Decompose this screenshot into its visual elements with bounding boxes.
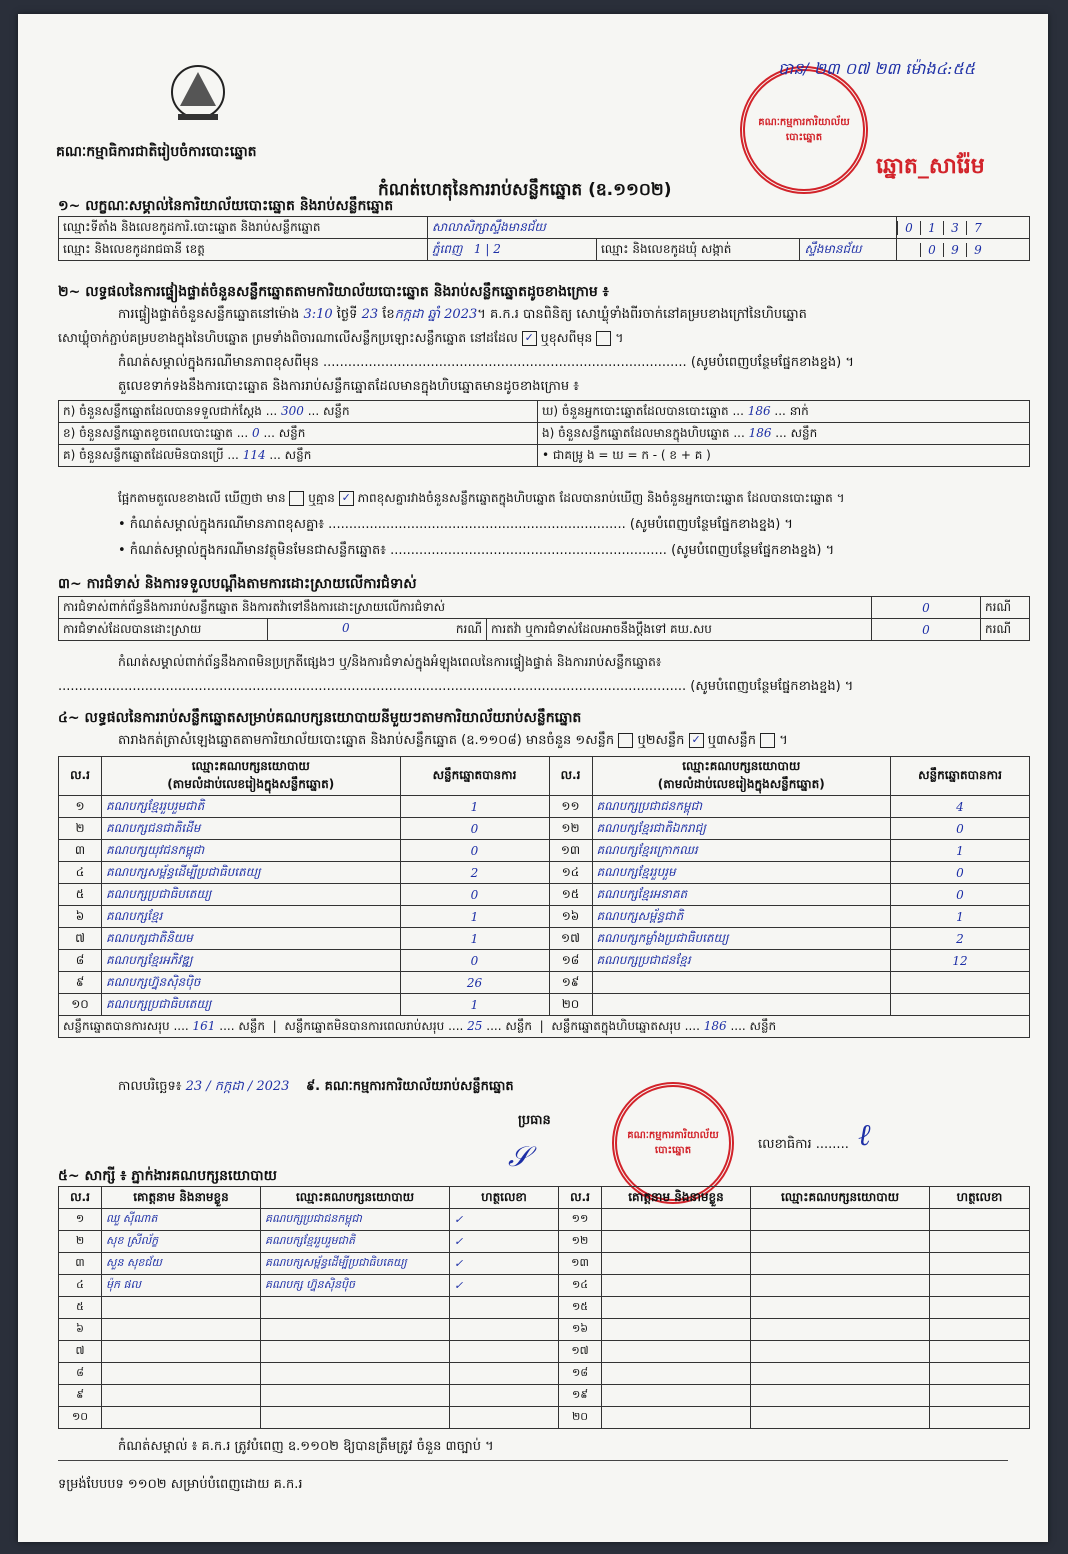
witness-party [751,1209,930,1231]
party-no: ៧ [59,928,102,950]
party-votes: 1 [400,906,549,928]
president-label: ប្រធាន [518,1113,551,1128]
w-col-no-right: ល.រ [559,1187,602,1209]
witness-no: ១១ [559,1209,602,1231]
bullet-difference: • កំណត់សម្គាល់ក្នុងករណីមានភាពខុសគ្នា៖ ........................................................................ (សូមបំពេញបន្ថែមផ្នែកខាងខ្នង) ។ [118,517,793,532]
difference-note-line: កំណត់សម្គាល់ក្នុងករណីមានភាពខុសពីមុន ........................................................................................ (សូមបំពេញបន្ថែមផ្នែកខាងខ្នង) ។ [118,355,854,370]
party-no: ៩ [59,972,102,994]
official-stamp-bottom: គណៈកម្មការការិយាល័យបោះឆ្នោត [612,1082,734,1204]
party-name: គណបក្សខ្មែររួបរួម [592,862,891,884]
witness-party [261,1319,450,1341]
party-votes: 0 [400,950,549,972]
party-no: ១២ [549,818,592,840]
party-votes: 1 [891,906,1030,928]
witness-signature [450,1363,559,1385]
w-col-name-right: គោត្តនាម និងនាមខ្លួន [602,1187,751,1209]
witness-party [751,1253,930,1275]
witness-party: គណបក្សប្រជាជនកម្ពុជា [261,1209,450,1231]
province-value: ភ្នំពេញ 1 | 2 [428,239,597,261]
w-col-party: ឈ្មោះគណបក្សនយោបាយ [261,1187,450,1209]
party-name: គណបក្សហ្វ៊ុនស៊ិនប៉ិច [102,972,401,994]
witness-signature [930,1385,1030,1407]
party-name: គណបក្សកម្លាំងប្រជាធិបតេយ្យ [592,928,891,950]
irregularity-note: កំណត់សម្គាល់ពាក់ព័ន្ធនឹងភាពមិនប្រក្រតីផ្សេងៗ ឬ/និងការជំទាស់ក្នុងអំឡុងពេលនៃការផ្ទៀងផ្ទាត់ និងការរាប់សន្លឹកឆ្នោត៖ [118,654,662,669]
table-row [59,1319,1030,1341]
appeal-label: ការតវ៉ា ឬការជំទាស់ដែលអាចនឹងប្តឹងទៅ គឃ.សប [487,619,872,641]
witness-no: ១២ [559,1231,602,1253]
section-1-heading: ១~ លក្ខណៈសម្គាល់នៃការិយាល័យបោះឆ្នោត និងរាប់សន្លឹកឆ្នោត [58,198,394,214]
table-row [59,1275,1030,1297]
party-votes: 0 [891,884,1030,906]
witness-table [58,1186,1030,1429]
party-name [592,972,891,994]
party-results-table [58,756,1030,1038]
complaints-label: ការជំទាស់ពាក់ព័ន្ធនឹងការរាប់សន្លឹកឆ្នោត និងការតវ៉ាទៅនឹងការដោះស្រាយលើការជំទាស់ [59,597,872,619]
party-votes: 2 [400,862,549,884]
witness-no: ៣ [59,1253,102,1275]
witness-party: គណបក្ស ហ្វ៊ុនស៊ិនប៉ិច [261,1275,450,1297]
witness-no: ១៧ [559,1341,602,1363]
party-name: គណបក្សយុវជនកម្ពុជា [102,840,401,862]
col-votes-right: សន្លឹកឆ្នោតបានការ [891,757,1030,796]
party-votes: 1 [400,928,549,950]
witness-name [602,1209,751,1231]
witness-name [102,1363,261,1385]
party-name: គណបក្សប្រជាជនខ្មែរ [592,950,891,972]
witness-signature [450,1407,559,1429]
witness-no: ១០ [59,1407,102,1429]
w-col-sig-right: ហត្ថលេខា [930,1187,1030,1209]
witness-party [751,1407,930,1429]
witness-name [602,1319,751,1341]
party-no: ៨ [59,950,102,972]
unused-ballots: គ) ចំនួនសន្លឹកឆ្នោតដែលមិនបានប្រើ ... 114 ... សន្លឹក [59,445,538,467]
witness-no: ១៦ [559,1319,602,1341]
witness-party [751,1231,930,1253]
party-votes: 0 [891,818,1030,840]
col-no-right: ល.រ [549,757,592,796]
witness-no: ១៩ [559,1385,602,1407]
two-sheet-checkbox[interactable]: ✓ [689,733,704,748]
same-checkbox[interactable]: ✓ [522,331,537,346]
irregularity-note-fill: ........................................................................................................................................................ (សូមបំពេញបន្ថែមផ្នែកខាងខ្នង) ។ [58,679,854,694]
party-votes: 4 [891,796,1030,818]
tally-sheet-line: តារាងកត់ត្រាសំឡេងឆ្នោតតាមការិយាល័យបោះឆ្នោត និងរាប់សន្លឹកឆ្នោត (ឧ.១១០៨) មានចំនួន ១សន្លឹក ឬ២សន្លឹក ✓ ឬ៣សន្លឹក ។ [118,733,788,748]
col-party-right: ឈ្មោះគណបក្សនយោបាយ (តាមលំដាប់លេខរៀងក្នុងសន្លឹកឆ្នោត) [592,757,891,796]
difference-line: ផ្អែកតាមតួលេខខាងលើ ឃើញថា មាន ឬគ្មាន ✓ ភាពខុសគ្នារវាងចំនួនសន្លឹកឆ្នោតក្នុងហិបឆ្នោត ដែលបានរាប់ឃើញ និងចំនួនអ្នកបោះឆ្នោត ដែលបានបោះឆ្នោត ។ [118,491,845,505]
figures-table [58,400,1030,467]
witness-signature [450,1385,559,1407]
witness-no: ៥ [59,1297,102,1319]
witness-no: ៩ [59,1385,102,1407]
table-row [59,906,1030,928]
witness-name [602,1253,751,1275]
party-name: គណបក្សសម្ព័ន្ធដើម្បីប្រជាធិបតេយ្យ [102,862,401,884]
witness-name [602,1297,751,1319]
party-votes: 0 [400,840,549,862]
witness-no: ២ [59,1231,102,1253]
bullet-foreign-object: • កំណត់សម្គាល់ក្នុងករណីមានវត្ថុមិនមែនជាសន្លឹកឆ្នោត៖ ................................................................... (សូមបំពេញបន្ថែមផ្នែកខាងខ្នង) ។ [118,543,835,558]
party-votes: 1 [400,796,549,818]
stamp-label: ឆ្នោត_សារ៉ែម [876,154,985,179]
witness-party [261,1341,450,1363]
w-col-no: ល.រ [59,1187,102,1209]
witness-name [602,1363,751,1385]
witness-party [751,1297,930,1319]
table-row [59,1341,1030,1363]
witness-signature [930,1319,1030,1341]
party-name: គណបក្សជនជាតិដើម [102,818,401,840]
witness-name: ឈួ ស៊ីណាត [102,1209,261,1231]
witness-party [751,1341,930,1363]
party-name: គណបក្សសម្ព័ន្ធជាតិ [592,906,891,928]
party-no: ១ [59,796,102,818]
party-name: គណបក្សខ្មែររួបរួមជាតិ [102,796,401,818]
witness-party [261,1385,450,1407]
witness-no: ១៥ [559,1297,602,1319]
province-label: ឈ្មោះ និងលេខកូដរាជធានី ខេត្ត [59,239,428,261]
official-stamp-top: គណៈកម្មការការិយាល័យបោះឆ្នោត [740,66,868,194]
secretary-signature: ℓ [858,1118,871,1153]
witness-party [261,1297,450,1319]
witness-signature [930,1407,1030,1429]
table-row [59,1297,1030,1319]
witness-party [751,1385,930,1407]
party-no: ១៩ [549,972,592,994]
page-title: កំណត់ហេតុនៃការរាប់សន្លឹកឆ្នោត (ឧ.១១០២) [378,180,672,200]
spoiled-ballots: ខ) ចំនួនសន្លឹកឆ្នោតខូចពេលបោះឆ្នោត ... 0 ... សន្លឹក [59,423,538,445]
complaints-value: 0 [872,597,981,619]
party-no: ១៥ [549,884,592,906]
witness-name [102,1407,261,1429]
section-5-heading: ៥~ សាក្សី ៖ ភ្នាក់ងារគណបក្សនយោបាយ [58,1168,277,1184]
witness-name: សុខ ស្រីល័ក្ខ [102,1231,261,1253]
party-votes: 2 [891,928,1030,950]
party-no: ១១ [549,796,592,818]
party-no: ២ [59,818,102,840]
table-row [59,1253,1030,1275]
party-no: ១០ [59,994,102,1016]
witness-signature [930,1231,1030,1253]
commune-code: 0 9 9 [897,239,1030,261]
witness-no: ១៣ [559,1253,602,1275]
one-sheet-checkbox[interactable] [618,733,633,748]
commune-value: ស្ទឹងមានជ័យ [800,239,897,261]
verification-line: ការផ្ទៀងផ្ទាត់ចំនួនសន្លឹកឆ្នោតនៅម៉ោង 3:10 ថ្ងៃទី 23 ខែកក្កដា ឆ្នាំ 2023។ គ.ក.រ បានពិនិត្យ សោឃ្លុំទាំងពីរចាក់នៅគម្របខាងក្រៅនៃហិបឆ្នោត [118,307,807,322]
appeal-unit: ករណី [981,619,1030,641]
witness-signature [930,1341,1030,1363]
witness-name [102,1385,261,1407]
party-no: ៤ [59,862,102,884]
footer-note: កំណត់សម្គាល់ ៖ គ.ក.រ ត្រូវបំពេញ ឧ.១១០២ ឱ្យបានត្រឹមត្រូវ ចំនួន ៣ច្បាប់ ។ [118,1439,494,1454]
party-name: គណបក្សខ្មែរអនាគត [592,884,891,906]
party-no: ១៦ [549,906,592,928]
party-no: ១៧ [549,928,592,950]
witness-signature [930,1297,1030,1319]
station-code: 0 1 3 7 [897,217,1030,239]
witness-signature: ✓ [450,1253,559,1275]
footer-divider [58,1460,1008,1461]
party-votes: 0 [400,818,549,840]
party-name: គណបក្សខ្មែរអភិវឌ្ឍ [102,950,401,972]
section-2-heading: ២~ លទ្ធផលនៃការផ្ទៀងផ្ទាត់ចំនួនសន្លឹកឆ្នោតតាមការិយាល័យបោះឆ្នោត និងរាប់សន្លឹកឆ្នោតដូចខាងក្រោម ៖ [58,284,609,300]
witness-name [602,1385,751,1407]
w-col-party-right: ឈ្មោះគណបក្សនយោបាយ [751,1187,930,1209]
witness-no: ៤ [59,1275,102,1297]
party-votes: 1 [891,840,1030,862]
table-row [59,950,1030,972]
witness-signature [930,1209,1030,1231]
witness-party [751,1275,930,1297]
witness-no: ៧ [59,1341,102,1363]
ballot-count-report [18,14,1048,1542]
party-votes: 26 [400,972,549,994]
party-name: គណបក្សប្រជាធិបតេយ្យ [102,994,401,1016]
witness-name [102,1319,261,1341]
has-difference-checkbox[interactable] [289,491,304,506]
table-row [59,1231,1030,1253]
party-votes: 12 [891,950,1030,972]
witness-signature: ✓ [450,1231,559,1253]
president-signature: 𝒮 [508,1140,530,1173]
witness-no: ១ [59,1209,102,1231]
party-name: គណបក្សខ្មែរ [102,906,401,928]
party-name: គណបក្សប្រជាជនកម្ពុជា [592,796,891,818]
witness-name: ម៉ុក ផល [102,1275,261,1297]
different-checkbox[interactable] [596,331,611,346]
col-votes: សន្លឹកឆ្នោតបានការ [400,757,549,796]
formula: • ជាគម្រូ ង = ឃ = ក - ( ខ + គ ) [538,445,1030,467]
witness-no: ៦ [59,1319,102,1341]
section-4-heading: ៤~ លទ្ធផលនៃការរាប់សន្លឹកឆ្នោតសម្រាប់គណបក្សនយោបាយនីមួយៗតាមការិយាល័យរាប់សន្លឹកឆ្នោត [58,710,582,726]
col-party: ឈ្មោះគណបក្សនយោបាយ (តាមលំដាប់លេខរៀងក្នុងសន្លឹកឆ្នោត) [102,757,401,796]
party-votes: 0 [400,884,549,906]
totals-row: សន្លឹកឆ្នោតបានការសរុប .... 161 .... សន្លឹក | សន្លឹកឆ្នោតមិនបានការពេលរាប់សរុប .... 25 .... សន្លឹក | សន្លឹកឆ្នោតក្នុងហិបឆ្នោតសរុប .... 186 .... សន្លឹក [59,1016,1030,1038]
table-row [59,972,1030,994]
party-no: ២០ [549,994,592,1016]
witness-party: គណបក្សសម្ព័ន្ធដើម្បីប្រជាធិបតេយ្យ [261,1253,450,1275]
form-label: ទម្រង់បែបបទ ១១០២ សម្រាប់បំពេញដោយ គ.ក.រ [58,1477,303,1492]
party-name: គណបក្សខ្មែរក្រោកឈរ [592,840,891,862]
table-row [59,1385,1030,1407]
station-name-value: សាលាសិក្សាស្ទឹងមានជ័យ [428,217,897,239]
resolved-label: ការជំទាស់ដែលបានដោះស្រាយ [59,619,268,641]
witness-signature [930,1275,1030,1297]
party-name [592,994,891,1016]
witness-party [751,1363,930,1385]
ballots-in-box: ង) ចំនួនសន្លឹកឆ្នោតដែលមានក្នុងហិបឆ្នោត ... 186 ... សន្លឹក [538,423,1030,445]
section-3-heading: ៣~ ការជំទាស់ និងការទទួលបណ្តឹងតាមការដោះស្រាយលើការជំទាស់ [58,576,417,592]
witness-signature: ✓ [450,1275,559,1297]
verification-line-2: សោឃ្លុំចាក់ភ្ជាប់គម្របខាងក្នុងនៃហិបឆ្នោត ព្រមទាំងពិចារណាលើសន្លឹកប្រឡោះសន្លឹកឆ្នោត នៅដដែល ✓ ឬខុសពីមុន ។ [58,330,624,345]
table-row [59,1209,1030,1231]
table-row [59,994,1030,1016]
table-row [59,796,1030,818]
party-votes: 1 [400,994,549,1016]
witness-no: ១៤ [559,1275,602,1297]
party-name: គណបក្សជាតិនិយម [102,928,401,950]
witness-signature [930,1253,1030,1275]
party-no: ១៣ [549,840,592,862]
witness-no: ២០ [559,1407,602,1429]
table-row [59,840,1030,862]
station-name-label: ឈ្មោះទីតាំង និងលេខកូដការិ.បោះឆ្នោត និងរាប់សន្លឹកឆ្នោត [59,217,428,239]
witness-signature [450,1297,559,1319]
commune-label: ឈ្មោះ និងលេខកូដឃុំ សង្កាត់ [597,239,800,261]
witness-party [261,1363,450,1385]
party-no: ៣ [59,840,102,862]
witness-signature [450,1319,559,1341]
voters-count: ឃ) ចំនួនអ្នកបោះឆ្នោតដែលបានបោះឆ្នោត ... 186 ... នាក់ [538,401,1030,423]
witness-name [602,1407,751,1429]
witness-no: ១៨ [559,1363,602,1385]
party-no: ១៨ [549,950,592,972]
witness-name [102,1341,261,1363]
table-row [59,884,1030,906]
secretary-label: លេខាធិការ ........ [758,1137,849,1152]
party-votes: 0 [891,862,1030,884]
witness-name [602,1275,751,1297]
party-no: ៥ [59,884,102,906]
witness-name [602,1231,751,1253]
table-row [59,818,1030,840]
party-name: គណបក្សខ្មែរជាតិឯករាជ្យ [592,818,891,840]
three-sheet-checkbox[interactable] [760,733,775,748]
witness-party [751,1319,930,1341]
witness-party [261,1407,450,1429]
appeal-value: 0 [872,619,981,641]
committee-name: គណៈកម្មាធិការជាតិរៀបចំការបោះឆ្នោត [56,144,257,160]
witness-name: សួន សុខជ័យ [102,1253,261,1275]
witness-name [102,1297,261,1319]
col-no: ល.រ [59,757,102,796]
station-info-table [58,216,1030,261]
received-ballots: ក) ចំនួនសន្លឹកឆ្នោតដែលបានទទួលជាក់ស្តែង ... 300 ... សន្លឹក [59,401,538,423]
stamp-received-note: បាន/ ២៣ ០៧ ២៣ ម៉ោង៤:៥៥ [778,59,975,78]
witness-signature [450,1341,559,1363]
party-no: ១៤ [549,862,592,884]
party-votes [891,994,1030,1016]
table-row [59,1407,1030,1429]
nec-emblem-icon [158,62,238,128]
table-row [59,862,1030,884]
complaints-unit: ករណី [981,597,1030,619]
party-votes [891,972,1030,994]
date-line: កាលបរិច្ឆេទ៖ 23 / កក្កដា / 2023 ៩. គណៈកម្មការការិយាល័យរាប់សន្លឹកឆ្នោត [118,1079,514,1094]
witness-name [602,1341,751,1363]
table-row [59,928,1030,950]
witness-signature [930,1363,1030,1385]
witness-signature: ✓ [450,1209,559,1231]
w-col-sig: ហត្ថលេខា [450,1187,559,1209]
party-name: គណបក្សប្រជាធិបតេយ្យ [102,884,401,906]
w-col-name: គោត្តនាម និងនាមខ្លួន [102,1187,261,1209]
party-no: ៦ [59,906,102,928]
table-row [59,1363,1030,1385]
no-difference-checkbox[interactable]: ✓ [339,491,354,506]
witness-party: គណបក្សខ្មែររួបរួមជាតិ [261,1231,450,1253]
figures-intro: តួលេខទាក់ទងនឹងការបោះឆ្នោត និងការរាប់សន្លឹកឆ្នោតដែលមានក្នុងហិបឆ្នោតមានដូចខាងក្រោម ៖ [118,379,579,394]
resolved-value: 0 ករណី [268,619,487,641]
complaints-table [58,596,1030,641]
witness-no: ៨ [59,1363,102,1385]
